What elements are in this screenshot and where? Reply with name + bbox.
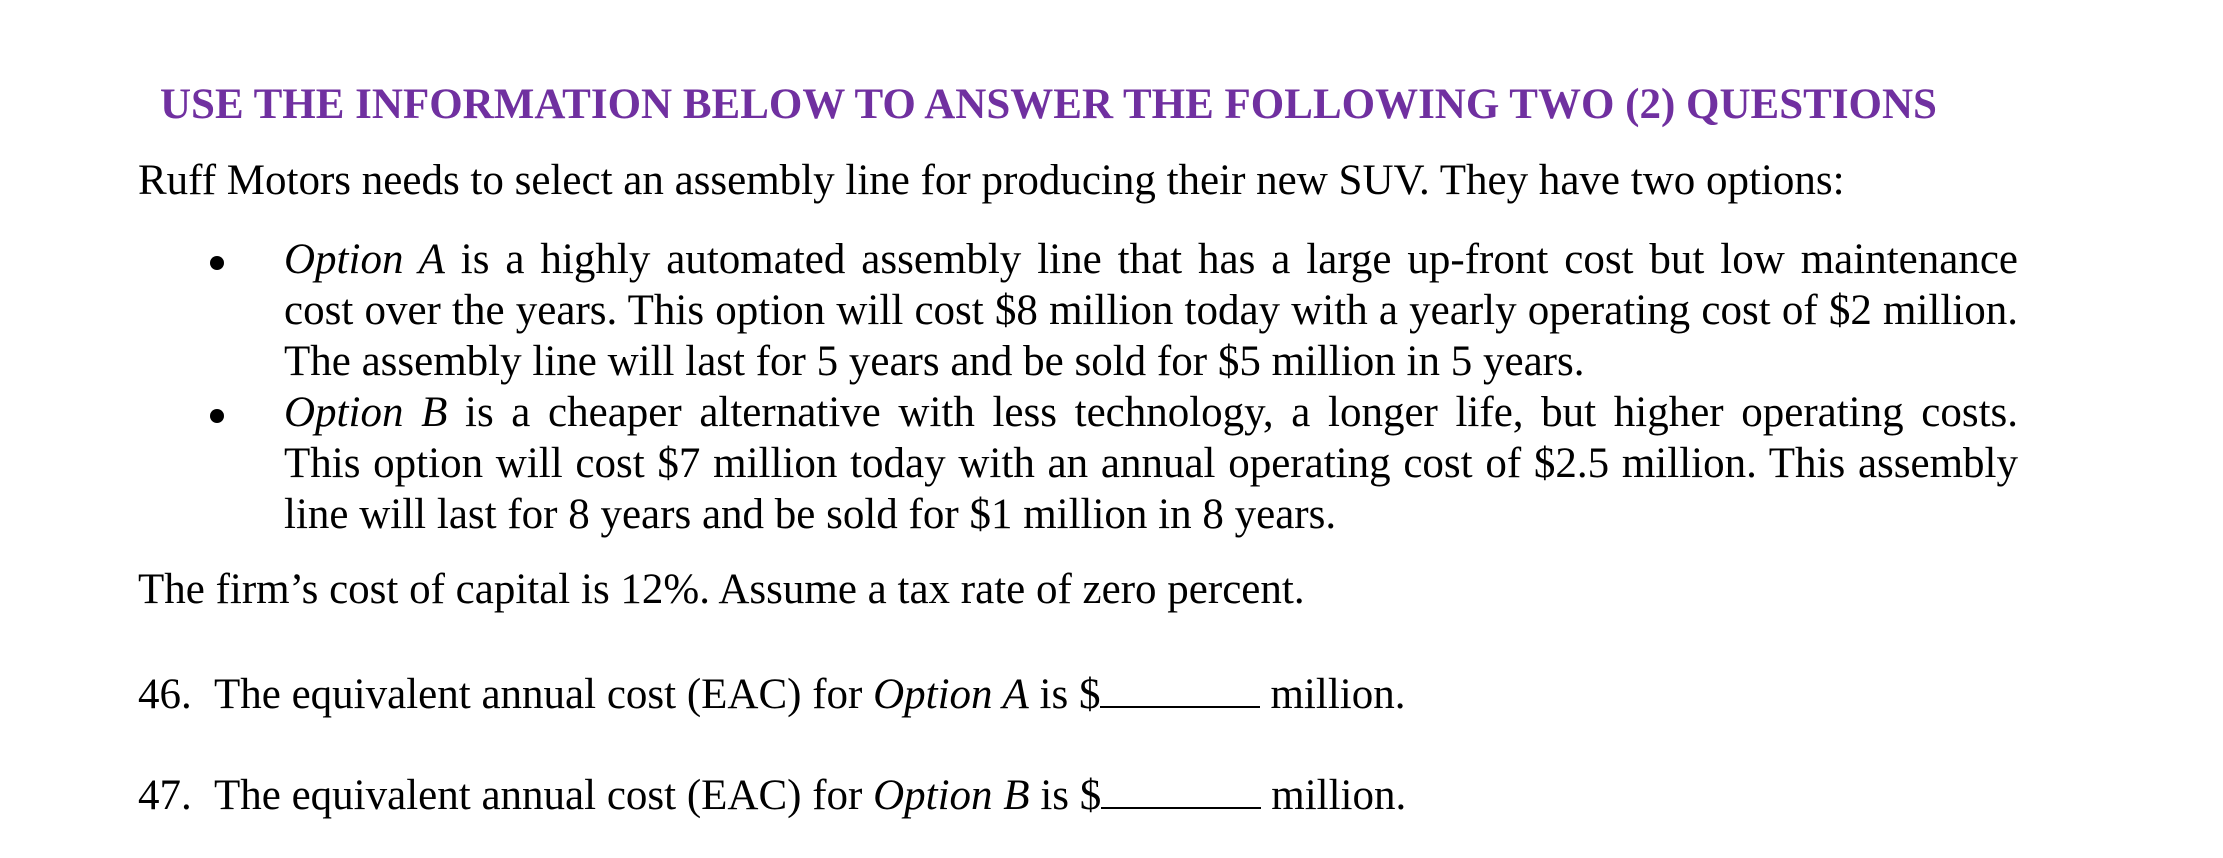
cost-of-capital-note: The firm’s cost of capital is 12%. Assume a tax rate of zero percent.: [138, 566, 1305, 613]
question-option: Option B: [873, 772, 1030, 819]
option-b-line-2: This option will cost $7 million today with an annual operating cost of $2.5 million. This assembly: [284, 440, 2018, 487]
options-list: [138, 234, 2038, 540]
option-b-line-3: line will last for 8 years and be sold for $1 million in 8 years.: [284, 491, 1337, 538]
option-b-line-1-rest: is a cheaper alternative with less technology, a longer life, but higher operating costs.: [447, 389, 2019, 436]
question-middle: is $: [1028, 671, 1101, 718]
question-suffix: million.: [1271, 772, 1407, 819]
option-a-line-3: The assembly line will last for 5 years and be sold for $5 million in 5 years.: [284, 338, 1585, 385]
question-number: 47.: [138, 772, 192, 819]
bullet-icon: [210, 409, 224, 423]
question-prefix: The equivalent annual cost (EAC) for: [214, 772, 874, 819]
option-b-name: Option B: [284, 389, 448, 436]
option-a-line-2: cost over the years. This option will cost $8 million today with a yearly operating cost of $2 million.: [284, 287, 2018, 334]
option-a-name: Option A: [284, 236, 445, 283]
question-46: [138, 668, 1405, 719]
question-prefix: The equivalent annual cost (EAC) for: [214, 671, 874, 718]
answer-blank[interactable]: [1100, 668, 1260, 708]
section-heading: USE THE INFORMATION BELOW TO ANSWER THE FOLLOWING TWO (2) QUESTIONS: [160, 81, 1937, 128]
option-a-line-1: [284, 234, 2018, 285]
option-a-item: [138, 234, 2164, 387]
option-b-line-1: [284, 387, 2018, 438]
question-number: 46.: [138, 671, 192, 718]
question-47: [138, 769, 1406, 820]
intro-paragraph: Ruff Motors needs to select an assembly line for producing their new SUV. They have two options:: [138, 157, 1845, 204]
answer-blank[interactable]: [1101, 769, 1261, 809]
option-b-item: [138, 387, 2164, 540]
option-a-text: [284, 234, 2018, 387]
question-option: Option A: [873, 671, 1029, 718]
option-a-line-1-rest: is a highly automated assembly line that has a large up-front cost but low maintenance: [444, 236, 2019, 283]
question-middle: is $: [1029, 772, 1102, 819]
bullet-icon: [210, 256, 224, 270]
question-suffix: million.: [1270, 671, 1406, 718]
option-b-text: [284, 387, 2018, 540]
